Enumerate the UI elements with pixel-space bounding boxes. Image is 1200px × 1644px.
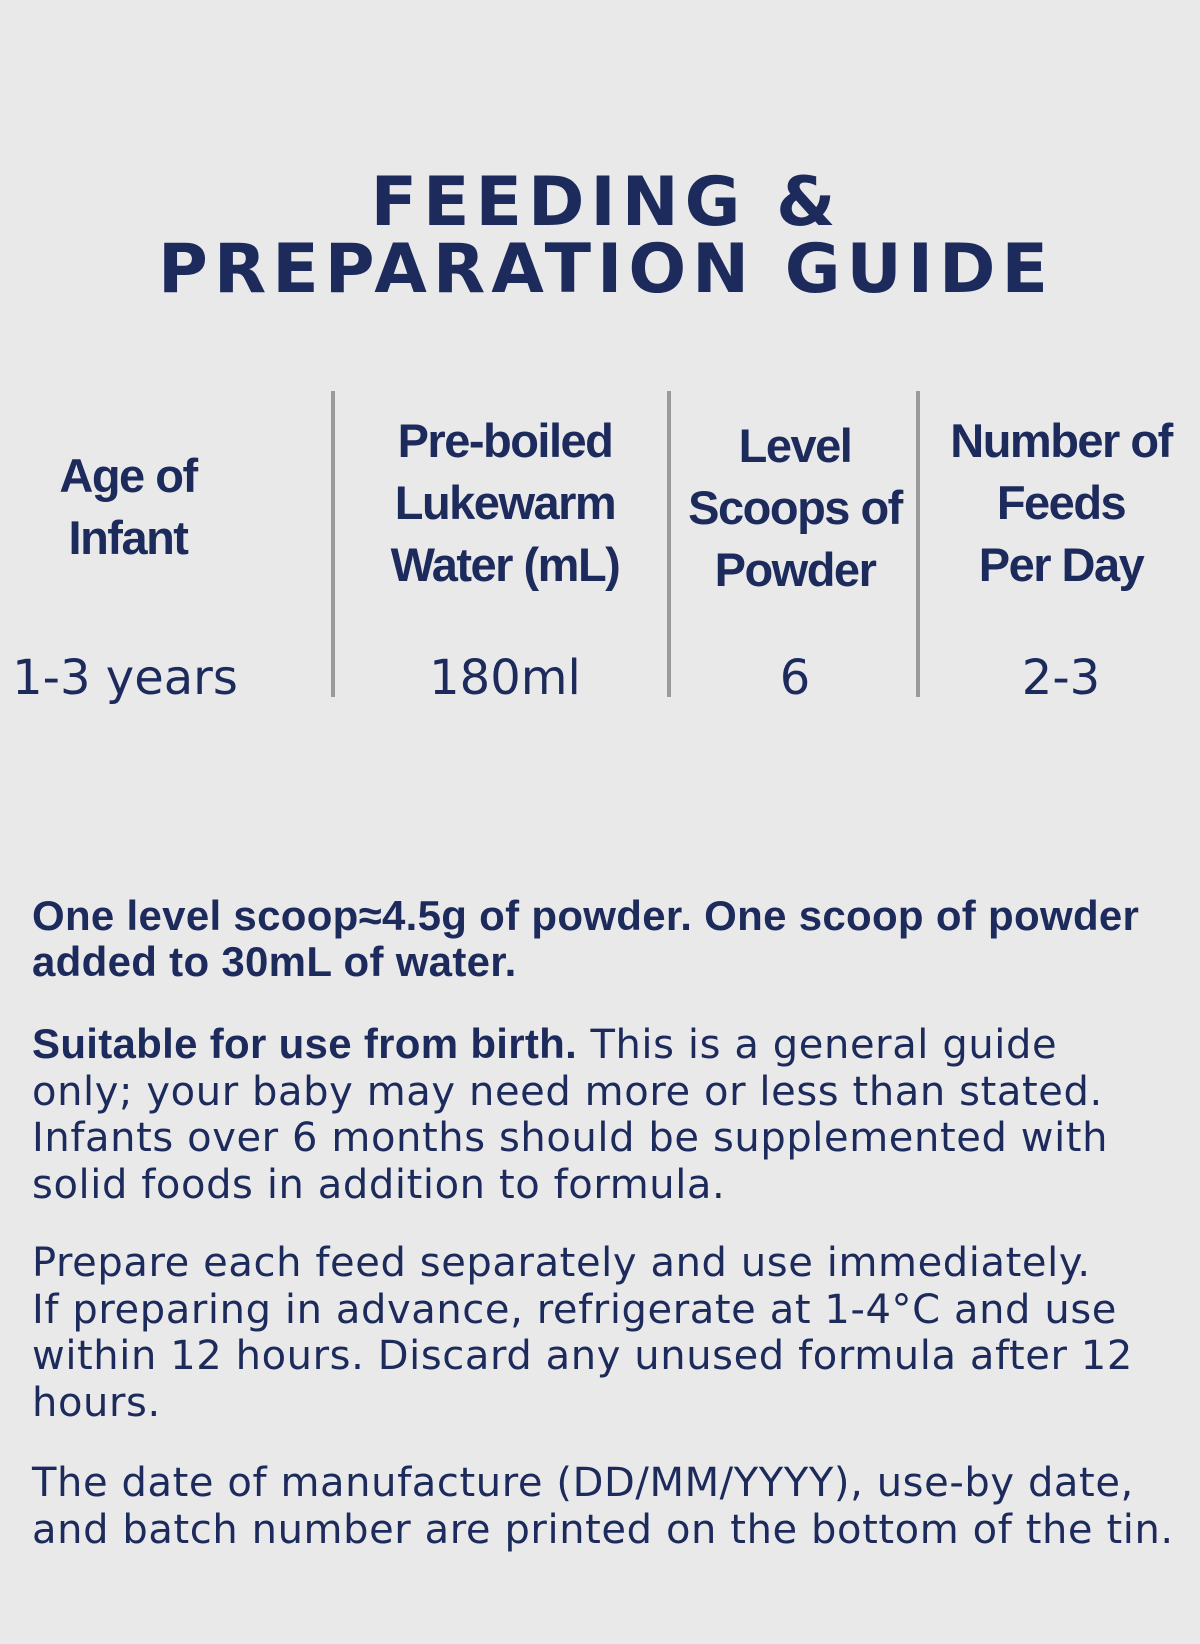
text-line: added to 30mL of water. <box>32 938 517 985</box>
text-line <box>32 1021 1192 1069</box>
text-line: and batch number are printed on the bottom of the tin. <box>32 1506 1174 1553</box>
text-line: Infants over 6 months should be supplemented with <box>32 1115 1109 1161</box>
page-title-line-1: FEEDING & <box>370 163 842 242</box>
column-divider <box>667 391 671 697</box>
header-text: Scoops of <box>688 481 902 534</box>
page-title-line-2: PREPARATION GUIDE <box>158 230 1054 309</box>
header-age-of-infant <box>10 445 246 569</box>
header-text: Powder <box>714 543 876 596</box>
text-line: solid foods in addition to formula. <box>32 1161 726 1208</box>
header-text: Infant <box>68 511 188 564</box>
header-feeds-per-day <box>930 410 1192 596</box>
column-divider <box>916 391 920 697</box>
header-text: Per Day <box>978 538 1144 591</box>
text-line: hours. <box>32 1379 161 1426</box>
text-line: only; your baby may need more or less than stated. <box>32 1068 1103 1115</box>
header-scoops <box>680 415 910 601</box>
cell-scoops: 6 <box>779 650 811 706</box>
header-text: Feeds <box>996 476 1126 529</box>
header-text: Pre-boiled <box>397 414 613 467</box>
text-line: within 12 hours. Discard any unused formula after 12 <box>32 1333 1133 1379</box>
cell-feeds: 2-3 <box>1021 650 1101 706</box>
prepare-note <box>32 1240 1192 1426</box>
text-span: This is a general guide <box>577 1022 1058 1068</box>
cell-water: 180ml <box>429 650 581 706</box>
header-text: Age of <box>59 449 197 502</box>
date-note <box>32 1460 1192 1553</box>
text-line: Prepare each feed separately and use immediately. <box>32 1240 1091 1286</box>
header-text: Lukewarm <box>394 476 616 529</box>
text-line: If preparing in advance, refrigerate at 1-4°C and use <box>32 1286 1117 1333</box>
scoop-note <box>32 893 1192 985</box>
suitable-lead: Suitable for use from birth. <box>32 1020 578 1067</box>
header-text: Level <box>738 419 852 472</box>
column-divider <box>331 391 335 697</box>
text-line: One level scoop≈4.5g of powder. One scoop of powder <box>32 892 1140 939</box>
cell-age: 1-3 years <box>12 650 238 706</box>
suitable-note <box>32 1021 1192 1208</box>
header-text: Water (mL) <box>390 538 620 591</box>
header-water <box>350 410 660 596</box>
header-text: Number of <box>950 414 1172 467</box>
text-line: The date of manufacture (DD/MM/YYYY), use-by date, <box>32 1460 1134 1506</box>
